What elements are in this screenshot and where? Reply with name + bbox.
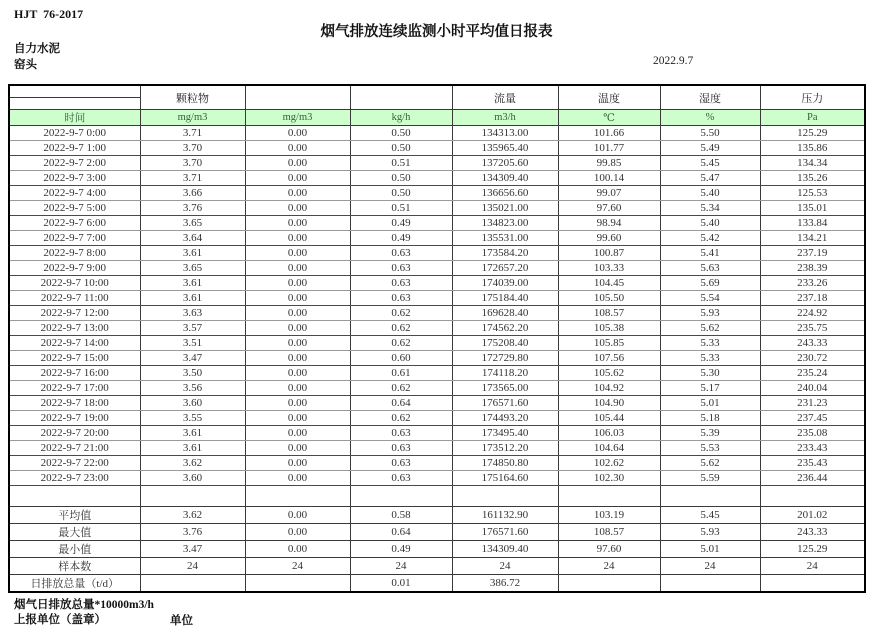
summary-value-cell: 24 xyxy=(245,558,350,575)
summary-label-cell: 样本数 xyxy=(9,558,140,575)
time-cell: 2022-9-7 21:00 xyxy=(9,441,140,456)
value-cell: 3.56 xyxy=(140,381,245,396)
table-row xyxy=(9,441,865,456)
table-row xyxy=(9,231,865,246)
empty-cell xyxy=(760,486,865,507)
table-row xyxy=(9,126,865,141)
value-cell: 224.92 xyxy=(760,306,865,321)
value-cell: 173512.20 xyxy=(452,441,558,456)
value-cell: 5.18 xyxy=(660,411,760,426)
value-cell: 0.50 xyxy=(350,171,452,186)
summary-value-cell: 24 xyxy=(760,558,865,575)
value-cell: 134.21 xyxy=(760,231,865,246)
value-cell: 5.33 xyxy=(660,336,760,351)
table-row xyxy=(9,456,865,471)
value-cell: 3.70 xyxy=(140,141,245,156)
time-cell: 2022-9-7 7:00 xyxy=(9,231,140,246)
value-cell: 104.92 xyxy=(558,381,660,396)
value-cell: 3.61 xyxy=(140,291,245,306)
summary-value-cell: 97.60 xyxy=(558,541,660,558)
time-cell: 2022-9-7 19:00 xyxy=(9,411,140,426)
page-title: 烟气排放连续监测小时平均值日报表 xyxy=(320,24,553,40)
value-cell: 3.61 xyxy=(140,426,245,441)
value-cell: 174493.20 xyxy=(452,411,558,426)
col-group-flow: 流量 xyxy=(452,85,558,110)
value-cell: 3.51 xyxy=(140,336,245,351)
value-cell: 0.00 xyxy=(245,306,350,321)
value-cell: 176571.60 xyxy=(452,396,558,411)
value-cell: 105.44 xyxy=(558,411,660,426)
empty-cell xyxy=(245,486,350,507)
table-header xyxy=(9,85,865,126)
value-cell: 5.17 xyxy=(660,381,760,396)
standard-code: HJT 76-2017 xyxy=(14,7,84,21)
value-cell: 3.61 xyxy=(140,276,245,291)
value-cell: 5.41 xyxy=(660,246,760,261)
table-row xyxy=(9,201,865,216)
value-cell: 5.40 xyxy=(660,186,760,201)
time-cell: 2022-9-7 0:00 xyxy=(9,126,140,141)
value-cell: 0.00 xyxy=(245,216,350,231)
value-cell: 0.00 xyxy=(245,411,350,426)
value-cell: 235.08 xyxy=(760,426,865,441)
summary-value-cell: 0.49 xyxy=(350,541,452,558)
value-cell: 0.63 xyxy=(350,261,452,276)
value-cell: 133.84 xyxy=(760,216,865,231)
value-cell: 5.69 xyxy=(660,276,760,291)
time-cell: 2022-9-7 22:00 xyxy=(9,456,140,471)
value-cell: 230.72 xyxy=(760,351,865,366)
time-cell: 2022-9-7 8:00 xyxy=(9,246,140,261)
value-cell: 0.00 xyxy=(245,276,350,291)
table-row xyxy=(9,366,865,381)
table-row xyxy=(9,411,865,426)
table-row xyxy=(9,246,865,261)
time-cell: 2022-9-7 11:00 xyxy=(9,291,140,306)
summary-value-cell: 108.57 xyxy=(558,524,660,541)
report-date: 2022.9.7 xyxy=(653,55,694,67)
value-cell: 97.60 xyxy=(558,201,660,216)
value-cell: 99.07 xyxy=(558,186,660,201)
table-row xyxy=(9,471,865,486)
value-cell: 172657.20 xyxy=(452,261,558,276)
table-row xyxy=(9,171,865,186)
table-row xyxy=(9,321,865,336)
value-cell: 0.62 xyxy=(350,411,452,426)
value-cell: 134309.40 xyxy=(452,171,558,186)
summary-value-cell: 243.33 xyxy=(760,524,865,541)
summary-row xyxy=(9,507,865,524)
value-cell: 5.01 xyxy=(660,396,760,411)
value-cell: 0.00 xyxy=(245,186,350,201)
table-row xyxy=(9,381,865,396)
value-cell: 134313.00 xyxy=(452,126,558,141)
time-cell: 2022-9-7 6:00 xyxy=(9,216,140,231)
value-cell: 173584.20 xyxy=(452,246,558,261)
value-cell: 104.64 xyxy=(558,441,660,456)
footer-unit-label: 单位 xyxy=(170,615,193,627)
value-cell: 0.00 xyxy=(245,261,350,276)
time-cell: 2022-9-7 10:00 xyxy=(9,276,140,291)
value-cell: 106.03 xyxy=(558,426,660,441)
time-cell: 2022-9-7 18:00 xyxy=(9,396,140,411)
value-cell: 125.53 xyxy=(760,186,865,201)
value-cell: 3.64 xyxy=(140,231,245,246)
summary-value-cell: 176571.60 xyxy=(452,524,558,541)
summary-value-cell xyxy=(760,575,865,593)
value-cell: 0.64 xyxy=(350,396,452,411)
value-cell: 0.00 xyxy=(245,291,350,306)
time-cell: 2022-9-7 1:00 xyxy=(9,141,140,156)
value-cell: 0.00 xyxy=(245,246,350,261)
summary-value-cell: 201.02 xyxy=(760,507,865,524)
summary-value-cell: 0.64 xyxy=(350,524,452,541)
value-cell: 173565.00 xyxy=(452,381,558,396)
value-cell: 0.00 xyxy=(245,156,350,171)
value-cell: 0.00 xyxy=(245,396,350,411)
col-group-particulate-2 xyxy=(245,85,350,110)
value-cell: 0.63 xyxy=(350,426,452,441)
time-cell: 2022-9-7 4:00 xyxy=(9,186,140,201)
header-blank-top xyxy=(9,85,140,98)
value-cell: 135021.00 xyxy=(452,201,558,216)
value-cell: 105.85 xyxy=(558,336,660,351)
value-cell: 169628.40 xyxy=(452,306,558,321)
value-cell: 108.57 xyxy=(558,306,660,321)
value-cell: 0.62 xyxy=(350,336,452,351)
empty-cell xyxy=(558,486,660,507)
value-cell: 175208.40 xyxy=(452,336,558,351)
value-cell: 237.18 xyxy=(760,291,865,306)
value-cell: 107.56 xyxy=(558,351,660,366)
table-body xyxy=(9,126,865,593)
value-cell: 5.45 xyxy=(660,156,760,171)
time-cell: 2022-9-7 12:00 xyxy=(9,306,140,321)
value-cell: 5.39 xyxy=(660,426,760,441)
value-cell: 3.70 xyxy=(140,156,245,171)
unit-pm-concentration-2: mg/m3 xyxy=(245,110,350,126)
value-cell: 3.66 xyxy=(140,186,245,201)
table-row xyxy=(9,291,865,306)
value-cell: 0.00 xyxy=(245,381,350,396)
value-cell: 233.43 xyxy=(760,441,865,456)
value-cell: 99.85 xyxy=(558,156,660,171)
value-cell: 0.63 xyxy=(350,291,452,306)
empty-cell xyxy=(140,486,245,507)
spacer-row xyxy=(9,486,865,507)
time-cell: 2022-9-7 14:00 xyxy=(9,336,140,351)
value-cell: 175164.60 xyxy=(452,471,558,486)
value-cell: 103.33 xyxy=(558,261,660,276)
table-row xyxy=(9,141,865,156)
summary-value-cell xyxy=(140,575,245,593)
summary-value-cell: 0.58 xyxy=(350,507,452,524)
value-cell: 235.43 xyxy=(760,456,865,471)
summary-value-cell: 161132.90 xyxy=(452,507,558,524)
value-cell: 0.49 xyxy=(350,231,452,246)
value-cell: 5.62 xyxy=(660,321,760,336)
value-cell: 100.87 xyxy=(558,246,660,261)
col-group-particulate: 颗粒物 xyxy=(140,85,245,110)
value-cell: 0.00 xyxy=(245,351,350,366)
value-cell: 0.00 xyxy=(245,141,350,156)
value-cell: 105.50 xyxy=(558,291,660,306)
time-cell: 2022-9-7 20:00 xyxy=(9,426,140,441)
value-cell: 5.34 xyxy=(660,201,760,216)
table-row xyxy=(9,276,865,291)
value-cell: 173495.40 xyxy=(452,426,558,441)
value-cell: 5.53 xyxy=(660,441,760,456)
summary-value-cell xyxy=(245,575,350,593)
value-cell: 135965.40 xyxy=(452,141,558,156)
empty-cell xyxy=(452,486,558,507)
value-cell: 5.30 xyxy=(660,366,760,381)
value-cell: 0.63 xyxy=(350,276,452,291)
report-table xyxy=(8,84,866,593)
value-cell: 174039.00 xyxy=(452,276,558,291)
value-cell: 174118.20 xyxy=(452,366,558,381)
value-cell: 174562.20 xyxy=(452,321,558,336)
value-cell: 0.00 xyxy=(245,201,350,216)
col-group-pressure: 压力 xyxy=(760,85,865,110)
value-cell: 3.76 xyxy=(140,201,245,216)
empty-cell xyxy=(350,486,452,507)
value-cell: 0.50 xyxy=(350,141,452,156)
table-row xyxy=(9,216,865,231)
unit-flow: m3/h xyxy=(452,110,558,126)
value-cell: 3.63 xyxy=(140,306,245,321)
time-cell: 2022-9-7 13:00 xyxy=(9,321,140,336)
value-cell: 105.62 xyxy=(558,366,660,381)
value-cell: 100.14 xyxy=(558,171,660,186)
value-cell: 99.60 xyxy=(558,231,660,246)
value-cell: 0.00 xyxy=(245,366,350,381)
value-cell: 0.63 xyxy=(350,471,452,486)
summary-value-cell: 24 xyxy=(350,558,452,575)
value-cell: 3.57 xyxy=(140,321,245,336)
time-cell: 2022-9-7 17:00 xyxy=(9,381,140,396)
company-name: 自力水泥 xyxy=(14,43,60,55)
value-cell: 3.50 xyxy=(140,366,245,381)
value-cell: 175184.40 xyxy=(452,291,558,306)
value-cell: 134.34 xyxy=(760,156,865,171)
value-cell: 0.00 xyxy=(245,321,350,336)
time-cell: 2022-9-7 16:00 xyxy=(9,366,140,381)
summary-value-cell: 125.29 xyxy=(760,541,865,558)
value-cell: 3.61 xyxy=(140,441,245,456)
value-cell: 0.63 xyxy=(350,246,452,261)
value-cell: 125.29 xyxy=(760,126,865,141)
value-cell: 233.26 xyxy=(760,276,865,291)
value-cell: 5.93 xyxy=(660,306,760,321)
table-row xyxy=(9,351,865,366)
summary-value-cell: 0.00 xyxy=(245,507,350,524)
summary-value-cell xyxy=(558,575,660,593)
value-cell: 102.62 xyxy=(558,456,660,471)
value-cell: 0.60 xyxy=(350,351,452,366)
summary-value-cell: 103.19 xyxy=(558,507,660,524)
footer-flow-total-note: 烟气日排放总量*10000m3/h xyxy=(14,599,154,611)
value-cell: 3.60 xyxy=(140,396,245,411)
value-cell: 135531.00 xyxy=(452,231,558,246)
value-cell: 0.62 xyxy=(350,321,452,336)
value-cell: 0.00 xyxy=(245,456,350,471)
value-cell: 101.66 xyxy=(558,126,660,141)
col-group-particulate-rate xyxy=(350,85,452,110)
summary-value-cell: 0.00 xyxy=(245,541,350,558)
value-cell: 174850.80 xyxy=(452,456,558,471)
value-cell: 0.00 xyxy=(245,171,350,186)
value-cell: 104.45 xyxy=(558,276,660,291)
value-cell: 3.47 xyxy=(140,351,245,366)
table-row xyxy=(9,336,865,351)
value-cell: 5.42 xyxy=(660,231,760,246)
value-cell: 3.71 xyxy=(140,171,245,186)
value-cell: 0.62 xyxy=(350,306,452,321)
value-cell: 240.04 xyxy=(760,381,865,396)
value-cell: 231.23 xyxy=(760,396,865,411)
empty-cell xyxy=(9,486,140,507)
unit-temperature: ℃ xyxy=(558,110,660,126)
value-cell: 0.50 xyxy=(350,186,452,201)
table-row xyxy=(9,261,865,276)
value-cell: 243.33 xyxy=(760,336,865,351)
summary-value-cell: 0.01 xyxy=(350,575,452,593)
summary-value-cell: 24 xyxy=(660,558,760,575)
summary-value-cell: 3.76 xyxy=(140,524,245,541)
value-cell: 237.45 xyxy=(760,411,865,426)
footer-reporting-unit: 上报单位（盖章） xyxy=(14,614,106,626)
summary-row xyxy=(9,524,865,541)
value-cell: 5.50 xyxy=(660,126,760,141)
unit-pm-concentration: mg/m3 xyxy=(140,110,245,126)
value-cell: 136656.60 xyxy=(452,186,558,201)
value-cell: 5.33 xyxy=(660,351,760,366)
value-cell: 3.71 xyxy=(140,126,245,141)
summary-value-cell: 5.01 xyxy=(660,541,760,558)
summary-label-cell: 最大值 xyxy=(9,524,140,541)
header-blank-bottom xyxy=(9,98,140,110)
col-group-temperature: 温度 xyxy=(558,85,660,110)
table-row xyxy=(9,156,865,171)
summary-value-cell: 5.93 xyxy=(660,524,760,541)
value-cell: 0.00 xyxy=(245,426,350,441)
value-cell: 0.00 xyxy=(245,336,350,351)
value-cell: 5.54 xyxy=(660,291,760,306)
summary-row xyxy=(9,558,865,575)
summary-value-cell: 3.62 xyxy=(140,507,245,524)
time-cell: 2022-9-7 15:00 xyxy=(9,351,140,366)
summary-label-cell: 平均值 xyxy=(9,507,140,524)
value-cell: 135.86 xyxy=(760,141,865,156)
unit-pressure: Pa xyxy=(760,110,865,126)
value-cell: 235.24 xyxy=(760,366,865,381)
value-cell: 3.60 xyxy=(140,471,245,486)
value-cell: 0.00 xyxy=(245,471,350,486)
unit-humidity: % xyxy=(660,110,760,126)
value-cell: 238.39 xyxy=(760,261,865,276)
summary-value-cell: 24 xyxy=(452,558,558,575)
table-row xyxy=(9,306,865,321)
value-cell: 0.63 xyxy=(350,441,452,456)
value-cell: 137205.60 xyxy=(452,156,558,171)
value-cell: 0.62 xyxy=(350,381,452,396)
value-cell: 3.62 xyxy=(140,456,245,471)
value-cell: 0.51 xyxy=(350,156,452,171)
col-group-humidity: 湿度 xyxy=(660,85,760,110)
value-cell: 5.47 xyxy=(660,171,760,186)
value-cell: 3.65 xyxy=(140,216,245,231)
value-cell: 0.49 xyxy=(350,216,452,231)
value-cell: 0.63 xyxy=(350,456,452,471)
value-cell: 3.55 xyxy=(140,411,245,426)
summary-value-cell: 0.00 xyxy=(245,524,350,541)
value-cell: 3.61 xyxy=(140,246,245,261)
value-cell: 104.90 xyxy=(558,396,660,411)
value-cell: 3.65 xyxy=(140,261,245,276)
value-cell: 236.44 xyxy=(760,471,865,486)
value-cell: 102.30 xyxy=(558,471,660,486)
value-cell: 235.75 xyxy=(760,321,865,336)
value-cell: 5.62 xyxy=(660,456,760,471)
value-cell: 105.38 xyxy=(558,321,660,336)
summary-value-cell: 134309.40 xyxy=(452,541,558,558)
summary-label-cell: 日排放总量（t/d） xyxy=(9,575,140,593)
value-cell: 0.50 xyxy=(350,126,452,141)
value-cell: 237.19 xyxy=(760,246,865,261)
time-cell: 2022-9-7 2:00 xyxy=(9,156,140,171)
summary-row xyxy=(9,541,865,558)
table-row xyxy=(9,426,865,441)
table-row xyxy=(9,396,865,411)
summary-value-cell xyxy=(660,575,760,593)
value-cell: 5.59 xyxy=(660,471,760,486)
value-cell: 98.94 xyxy=(558,216,660,231)
summary-value-cell: 24 xyxy=(140,558,245,575)
value-cell: 134823.00 xyxy=(452,216,558,231)
summary-row xyxy=(9,575,865,593)
monitoring-point: 窑头 xyxy=(14,59,37,71)
summary-value-cell: 5.45 xyxy=(660,507,760,524)
value-cell: 172729.80 xyxy=(452,351,558,366)
table-row xyxy=(9,186,865,201)
value-cell: 0.00 xyxy=(245,126,350,141)
summary-label-cell: 最小值 xyxy=(9,541,140,558)
value-cell: 0.00 xyxy=(245,231,350,246)
time-cell: 2022-9-7 5:00 xyxy=(9,201,140,216)
value-cell: 5.40 xyxy=(660,216,760,231)
value-cell: 0.61 xyxy=(350,366,452,381)
unit-pm-rate: kg/h xyxy=(350,110,452,126)
value-cell: 5.63 xyxy=(660,261,760,276)
summary-value-cell: 386.72 xyxy=(452,575,558,593)
time-cell: 2022-9-7 3:00 xyxy=(9,171,140,186)
summary-value-cell: 3.47 xyxy=(140,541,245,558)
value-cell: 0.00 xyxy=(245,441,350,456)
value-cell: 135.01 xyxy=(760,201,865,216)
time-column-header: 时间 xyxy=(9,110,140,126)
summary-value-cell: 24 xyxy=(558,558,660,575)
value-cell: 5.49 xyxy=(660,141,760,156)
value-cell: 135.26 xyxy=(760,171,865,186)
value-cell: 0.51 xyxy=(350,201,452,216)
empty-cell xyxy=(660,486,760,507)
time-cell: 2022-9-7 9:00 xyxy=(9,261,140,276)
value-cell: 101.77 xyxy=(558,141,660,156)
time-cell: 2022-9-7 23:00 xyxy=(9,471,140,486)
